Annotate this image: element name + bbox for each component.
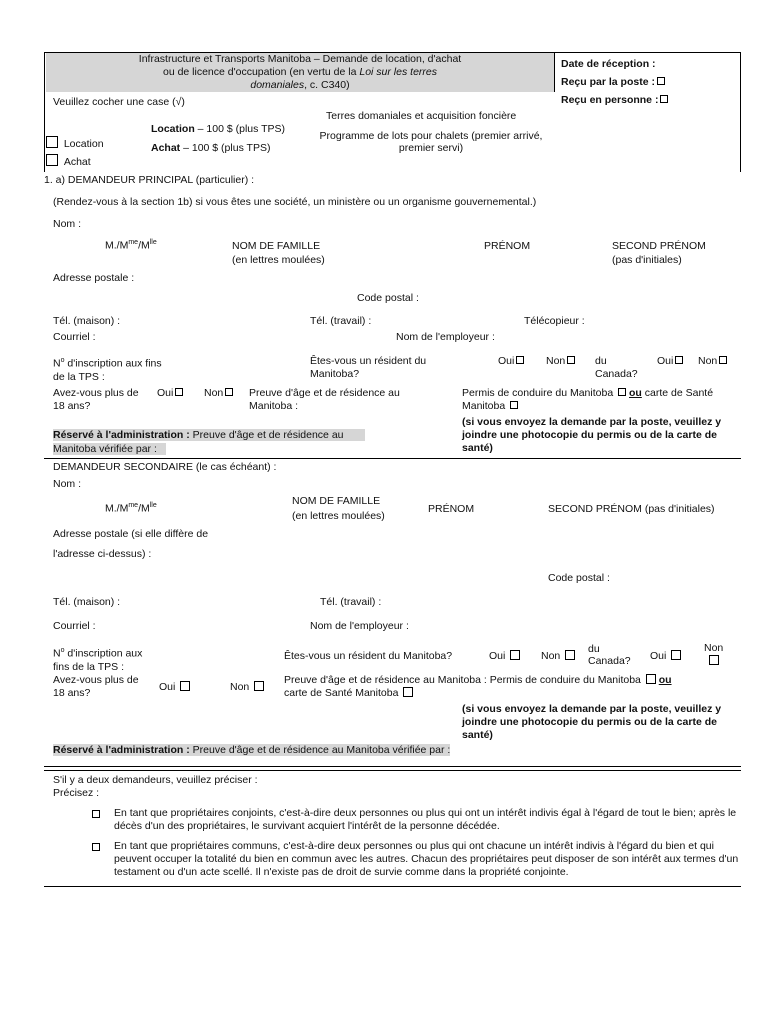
secondary-resident-non-checkbox[interactable]	[565, 650, 575, 660]
location-price	[151, 123, 285, 135]
primary-tel-maison-label: Tél. (maison) :	[53, 315, 121, 327]
ou-label: ou	[629, 387, 642, 399]
resident-line2: Manitoba?	[310, 368, 360, 380]
primary-lettres: (en lettres moulées)	[232, 254, 325, 266]
preuve-line1: Preuve d'âge et de résidence au	[249, 387, 400, 399]
permis-line1a: Permis de conduire du Manitoba	[462, 387, 617, 399]
achat-price	[151, 142, 270, 154]
primary-age-oui-checkbox[interactable]	[175, 388, 183, 396]
canada-label: Canada?	[595, 368, 638, 380]
primary-canada-non	[698, 355, 727, 367]
joint-line1: S'il y a deux demandeurs, veuillez préciser :	[53, 774, 258, 786]
admin-rest: Preuve d'âge et de résidence au Manitoba vérifiée par :	[189, 744, 451, 756]
secondary-resident-label: Êtes-vous un résident du Manitoba?	[284, 650, 453, 662]
primary-admin-line1	[53, 429, 365, 441]
title-sup-lle: lle	[149, 502, 157, 509]
recu-personne-label: Reçu en personne :	[561, 94, 659, 106]
non-label: Non	[546, 355, 566, 367]
joint-option1-text: En tant que propriétaires conjoints, c'est-à-dire deux personnes ou plus qui ont un intérêt indivis égal à l'égard de tout le bien; après le décès d'un des propriétaires, le survivant acquiert l'intérêt de la personne décédée.	[114, 807, 737, 832]
secondary-canada-non	[704, 642, 723, 668]
programme-text	[306, 130, 556, 154]
oui-label: Oui	[157, 387, 174, 399]
primary-admin-line2: Manitoba vérifiée par :	[53, 443, 166, 455]
non-label: Non	[698, 355, 718, 367]
achat-checkbox[interactable]	[46, 154, 58, 166]
primary-age-non	[204, 387, 233, 399]
secondary-lettres: (en lettres moulées)	[292, 510, 385, 522]
joint-option2-text: En tant que propriétaires communs, c'est-à-dire deux personnes ou plus qui ont chacune un intérêt indivis à l'égard du bien et qui peuvent occuper la totalité du bien en commun avec les autres. Chacun des propriétaires peut disposer de son intérêt aux termes d'un testament ou d'un acte scellé. Il n'existe pas de droit de survie comme dans la propriété conjointe.	[114, 840, 739, 878]
secondary-code-postal-label: Code postal :	[548, 572, 610, 584]
du-label: du	[588, 643, 600, 655]
canada-label: Canada?	[588, 655, 631, 667]
non-label: Non	[230, 681, 250, 693]
achat-price-amount: – 100 $ (plus TPS)	[180, 142, 271, 154]
right-border	[740, 52, 741, 172]
title-sup-me: me	[128, 239, 139, 246]
recu-personne-row	[561, 94, 668, 106]
primary-second-prenom: SECOND PRÉNOM	[612, 240, 706, 252]
primary-preuve-label	[249, 387, 400, 413]
primary-canada-non-checkbox[interactable]	[719, 356, 727, 364]
joint-line2: Précisez :	[53, 787, 100, 799]
admin-bold: Réservé à l'administration :	[53, 744, 190, 756]
non-label: Non	[204, 387, 224, 399]
secondary-resident-oui	[489, 650, 520, 662]
primary-resident-label	[310, 355, 426, 381]
primary-telecopieur-label: Télécopieur :	[524, 315, 585, 327]
title-m: M./M	[105, 239, 129, 252]
tps-line1: d'inscription aux	[64, 647, 143, 660]
primary-tps-label	[53, 354, 162, 384]
non-label: Non	[704, 642, 724, 654]
primary-resident-non	[546, 355, 575, 367]
secondary-adresse-line2: l'adresse ci-dessus) :	[53, 548, 152, 560]
header-divider	[554, 52, 555, 92]
secondary-permis-checkbox[interactable]	[646, 674, 656, 684]
programme-line1: Programme de lots pour chalets (premier arrivé,	[319, 130, 543, 142]
tps-line1: d'inscription aux fins	[64, 357, 162, 370]
tps-n: N	[53, 647, 61, 660]
recu-poste-checkbox[interactable]	[657, 77, 665, 85]
primary-tel-travail-label: Tél. (travail) :	[310, 315, 372, 327]
secondary-courriel-label: Courriel :	[53, 620, 96, 632]
secondary-resident-non	[541, 650, 575, 662]
secondary-tel-maison-label: Tél. (maison) :	[53, 596, 121, 608]
age-line1: Avez-vous plus de	[53, 674, 139, 686]
secondary-canada-oui-checkbox[interactable]	[671, 650, 681, 660]
permis-line1b: carte de Santé	[641, 387, 714, 399]
primary-resident-oui	[498, 355, 524, 367]
terres-text: Terres domaniales et acquisition foncière	[326, 110, 517, 122]
secondary-age-non-checkbox[interactable]	[254, 681, 264, 691]
tps-n: N	[53, 357, 61, 370]
primary-age-oui	[157, 387, 183, 399]
non-label: Non	[541, 650, 561, 662]
primary-permis-label	[462, 387, 713, 413]
primary-age-label	[53, 387, 139, 413]
primary-resident-non-checkbox[interactable]	[567, 356, 575, 364]
oui-label: Oui	[657, 355, 674, 367]
primary-prenom: PRÉNOM	[484, 240, 531, 252]
recu-poste-label: Reçu par la poste :	[561, 76, 655, 88]
primary-pas-initiales: (pas d'initiales)	[612, 254, 682, 266]
recu-personne-checkbox[interactable]	[660, 95, 668, 103]
secondary-canada-label	[588, 643, 631, 667]
location-price-amount: – 100 $ (plus TPS)	[194, 123, 286, 135]
achat-label: Achat	[63, 156, 91, 168]
secondary-poste-note: (si vous envoyez la demande par la poste, veuillez y joindre une photocopie du permis ou de la carte de santé)	[462, 703, 722, 741]
primary-carte-sante-checkbox[interactable]	[510, 401, 518, 409]
title-line3a: domaniales	[250, 79, 305, 91]
admin-bold: Réservé à l'administration :	[53, 429, 190, 441]
title-sep: /M	[138, 502, 150, 515]
secondary-age-oui-checkbox[interactable]	[180, 681, 190, 691]
preuve-line2: carte de Santé Manitoba	[284, 687, 399, 699]
primary-resident-oui-checkbox[interactable]	[516, 356, 524, 364]
primary-heading: 1. a) DEMANDEUR PRINCIPAL (particulier) :	[44, 174, 255, 186]
age-line2: 18 ans?	[53, 400, 91, 412]
primary-employeur-label: Nom de l'employeur :	[396, 331, 495, 343]
secondary-nom-label: Nom :	[53, 478, 82, 490]
secondary-nom-famille: NOM DE FAMILLE	[292, 495, 381, 507]
primary-age-non-checkbox[interactable]	[225, 388, 233, 396]
location-price-label: Location	[151, 123, 195, 135]
primary-poste-note: (si vous envoyez la demande par la poste, veuillez y joindre une photocopie du permis ou de la carte de santé)	[462, 416, 722, 454]
primary-note: (Rendez-vous à la section 1b) si vous êtes une société, un ministère ou un organisme gouvernemental.)	[53, 196, 537, 208]
title-sup-me: me	[128, 502, 139, 509]
secondary-title-label	[105, 502, 157, 515]
programme-line2: premier servi)	[398, 142, 464, 154]
preuve-line2: Manitoba :	[249, 400, 299, 412]
date-reception-label: Date de réception :	[561, 58, 656, 70]
tps-line2: de la TPS :	[53, 370, 105, 383]
admin-rest: Preuve d'âge et de résidence au	[189, 429, 344, 441]
secondary-tps-label	[53, 644, 142, 674]
du-label: du	[595, 355, 607, 367]
secondary-age-non	[230, 681, 264, 693]
achat-price-label: Achat	[151, 142, 181, 154]
bottom-border	[44, 886, 741, 887]
oui-label: Oui	[159, 681, 176, 693]
secondary-adresse-line1: Adresse postale (si elle diffère de	[53, 528, 209, 540]
title-line3b: , c. C340)	[304, 79, 350, 91]
secondary-age-oui	[159, 681, 190, 693]
title-line1: Infrastructure et Transports Manitoba – Demande de location, d'achat	[138, 53, 462, 65]
age-line2: 18 ans?	[53, 687, 91, 699]
primary-nom-famille: NOM DE FAMILLE	[232, 240, 321, 252]
section-divider-2	[44, 766, 741, 767]
form-title	[46, 53, 554, 92]
secondary-prenom: PRÉNOM	[428, 503, 475, 515]
secondary-preuve-label	[284, 674, 672, 700]
primary-title-label	[105, 239, 157, 252]
location-checkbox[interactable]	[46, 136, 58, 148]
permis-line2: Manitoba	[462, 400, 506, 412]
section-divider-1	[44, 458, 741, 459]
primary-canada-label	[595, 355, 638, 381]
left-border	[44, 52, 45, 172]
location-label: Location	[63, 138, 104, 150]
title-sep: /M	[138, 239, 150, 252]
achat-checkbox-row	[46, 154, 91, 168]
preuve-line1: Preuve d'âge et de résidence au Manitoba : Permis de conduire du Manitoba	[284, 674, 644, 686]
primary-permis-checkbox[interactable]	[618, 388, 626, 396]
location-checkbox-row	[46, 136, 104, 150]
recu-poste-row	[561, 76, 665, 88]
title-line2a: ou de licence d'occupation (en vertu de la	[162, 66, 360, 78]
resident-line1: Êtes-vous un résident du	[310, 355, 427, 367]
oui-label: Oui	[650, 650, 667, 662]
title-line2b: Loi sur les terres	[359, 66, 437, 78]
tps-sup: o	[60, 647, 65, 654]
secondary-admin	[53, 744, 450, 756]
age-line1: Avez-vous plus de	[53, 387, 139, 399]
secondary-canada-oui	[650, 650, 681, 662]
ou-label: ou	[658, 674, 672, 686]
joint-option1-checkbox[interactable]	[92, 809, 100, 821]
primary-canada-oui-checkbox[interactable]	[675, 356, 683, 364]
secondary-employeur-label: Nom de l'employeur :	[310, 620, 409, 632]
secondary-heading: DEMANDEUR SECONDAIRE (le cas échéant) :	[53, 461, 277, 473]
primary-canada-oui	[657, 355, 683, 367]
primary-code-postal-label: Code postal :	[357, 292, 419, 304]
oui-label: Oui	[498, 355, 515, 367]
primary-nom-label: Nom :	[53, 218, 82, 230]
tps-line2: fins de la TPS :	[53, 660, 125, 673]
secondary-carte-sante-checkbox[interactable]	[403, 687, 413, 697]
secondary-canada-non-checkbox[interactable]	[709, 655, 719, 665]
primary-adresse-label: Adresse postale :	[53, 272, 135, 284]
secondary-second-prenom: SECOND PRÉNOM (pas d'initiales)	[548, 503, 715, 515]
secondary-age-label	[53, 674, 139, 700]
instruction-text: Veuillez cocher une case (√)	[53, 96, 185, 108]
secondary-tel-travail-label: Tél. (travail) :	[320, 596, 382, 608]
title-m: M./M	[105, 502, 129, 515]
joint-option2-checkbox[interactable]	[92, 842, 100, 854]
tps-sup: o	[60, 357, 65, 364]
primary-courriel-label: Courriel :	[53, 331, 96, 343]
secondary-resident-oui-checkbox[interactable]	[510, 650, 520, 660]
oui-label: Oui	[489, 650, 506, 662]
title-sup-lle: lle	[149, 239, 157, 246]
section-divider-3	[44, 770, 741, 771]
